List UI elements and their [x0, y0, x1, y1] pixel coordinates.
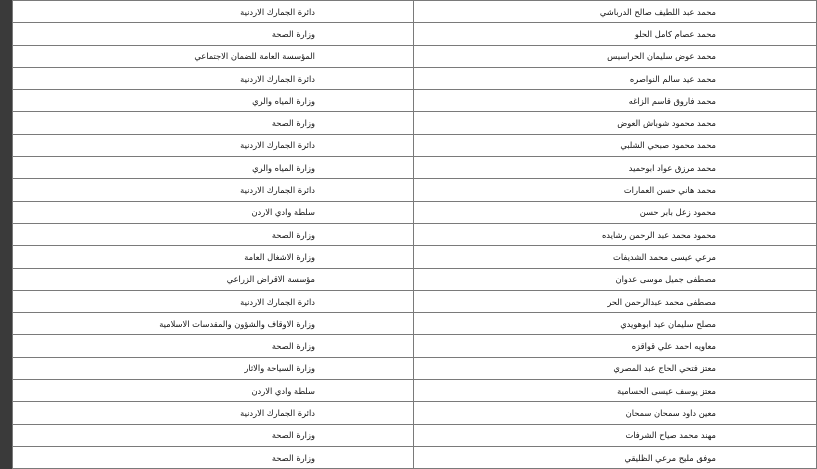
- table-row: [13, 313, 817, 335]
- employee-name-cell: مصلح سليمان عيد ابوهويدي: [414, 313, 817, 335]
- table-row: [13, 134, 817, 156]
- department-cell: وزارة الصحة: [13, 223, 414, 245]
- department-cell: وزارة المياه والري: [13, 157, 414, 179]
- department-cell: وزارة الصحة: [13, 335, 414, 357]
- employee-name-cell: معتز فتحي الحاج عبد المصري: [414, 357, 817, 379]
- department-cell: دائرة الجمارك الاردنية: [13, 179, 414, 201]
- department-cell: وزارة الصحة: [13, 23, 414, 45]
- table-row: [13, 446, 817, 468]
- employee-name-cell: موفق مليح مرعي الظليقي: [414, 446, 817, 468]
- department-cell: دائرة الجمارك الاردنية: [13, 67, 414, 89]
- employee-name-cell: مصطفى محمد عبدالرحمن الحر: [414, 290, 817, 312]
- table-row: [13, 112, 817, 134]
- table-row: [13, 268, 817, 290]
- employee-name-cell: محمد مرزق عواد ابوحميد: [414, 157, 817, 179]
- table-row: [13, 23, 817, 45]
- table-row: [13, 90, 817, 112]
- employee-name-cell: محمد عيد سالم النواصره: [414, 67, 817, 89]
- employee-name-cell: محمود زعل بابر حسن: [414, 201, 817, 223]
- employee-name-cell: معتز يوسف عيسى الحسامية: [414, 380, 817, 402]
- employee-name-cell: محمد محمود صبحي الشلبي: [414, 134, 817, 156]
- employee-name-cell: محمد هاني حسن العمارات: [414, 179, 817, 201]
- table-row: [13, 424, 817, 446]
- table-row: [13, 290, 817, 312]
- employee-name-cell: مرعي عيسى محمد الشديفات: [414, 246, 817, 268]
- department-cell: دائرة الجمارك الاردنية: [13, 134, 414, 156]
- table-row: [13, 45, 817, 67]
- department-cell: المؤسسة العامة للضمان الاجتماعي: [13, 45, 414, 67]
- department-cell: وزارة الصحة: [13, 424, 414, 446]
- department-cell: دائرة الجمارك الاردنية: [13, 402, 414, 424]
- employee-name-cell: مصطفى جميل موسى عدوان: [414, 268, 817, 290]
- department-cell: وزارة السياحة والاثار: [13, 357, 414, 379]
- department-cell: سلطة وادي الاردن: [13, 380, 414, 402]
- department-cell: وزارة الصحة: [13, 112, 414, 134]
- table-row: [13, 179, 817, 201]
- employee-name-cell: محمد عبد اللطيف صالح الدرباشي: [414, 1, 817, 23]
- table-row: [13, 357, 817, 379]
- table-row: [13, 335, 817, 357]
- table-row: [13, 380, 817, 402]
- department-cell: وزارة الصحة: [13, 446, 414, 468]
- employee-name-cell: محمود محمد عبد الرحمن رشايده: [414, 223, 817, 245]
- employee-name-cell: محمد عوض سليمان الحراسيس: [414, 45, 817, 67]
- employee-name-cell: مهند محمد صياح الشرفات: [414, 424, 817, 446]
- employee-name-cell: معاويه احمد علي قواقزه: [414, 335, 817, 357]
- department-cell: وزارة الاشغال العامة: [13, 246, 414, 268]
- table-row: [13, 157, 817, 179]
- department-cell: سلطة وادي الاردن: [13, 201, 414, 223]
- department-cell: مؤسسة الاقراض الزراعي: [13, 268, 414, 290]
- employee-name-cell: محمد محمود شوباش العوض: [414, 112, 817, 134]
- left-edge-bar: [0, 0, 12, 469]
- department-cell: وزارة المياه والري: [13, 90, 414, 112]
- table-body: [13, 1, 817, 469]
- employee-name-cell: محمد فاروق قاسم الزاغه: [414, 90, 817, 112]
- table-row: [13, 67, 817, 89]
- table-row: [13, 201, 817, 223]
- table-row: [13, 402, 817, 424]
- table-row: [13, 1, 817, 23]
- table-row: [13, 246, 817, 268]
- department-cell: وزارة الاوقاف والشؤون والمقدسات الاسلامية: [13, 313, 414, 335]
- department-cell: دائرة الجمارك الاردنية: [13, 290, 414, 312]
- employee-name-cell: معين داود سمحان سمحان: [414, 402, 817, 424]
- employee-name-cell: محمد عصام كامل الحلو: [414, 23, 817, 45]
- department-cell: دائرة الجمارك الاردنية: [13, 1, 414, 23]
- employee-table: [12, 0, 817, 469]
- table-row: [13, 223, 817, 245]
